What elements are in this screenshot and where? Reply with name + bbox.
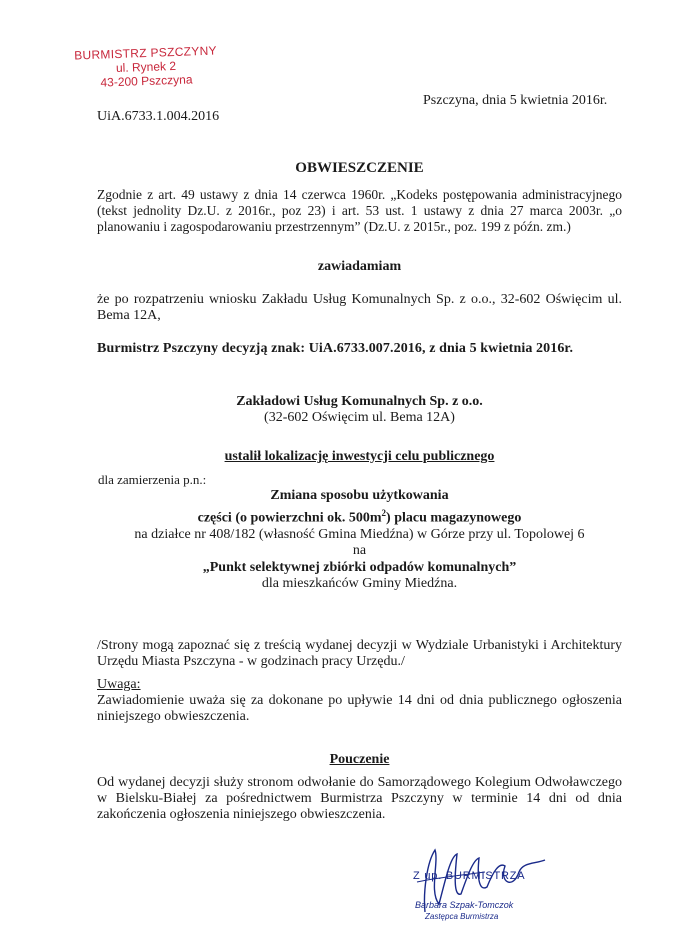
stamp-line-office: BURMISTRZ PSZCZYNY	[73, 43, 218, 63]
stamp-line-city: 43-200 Pszczyna	[100, 72, 193, 90]
signature-area	[395, 842, 565, 922]
handwritten-signature	[395, 842, 565, 922]
parties-note: /Strony mogą zapoznać się z treścią wydanej decyzji w Wydziale Urbanistyki i Architektury Urzędu Miasta Pszczyna - w godzinach pracy Urzędu./	[97, 638, 622, 669]
project-line-2-b: ) placu magazynowego	[386, 510, 522, 526]
instruction-text: Od wydanej decyzji służy stronom odwołanie do Samorządowego Kolegium Odwoławczego w Bielsku-Białej za pośrednictwem Burmistrza Pszczyny w terminie 14 dni od dnia zakończenia ogłoszenia niniejszego obwieszczenia.	[97, 775, 622, 822]
project-line-2-a: części (o powierzchni ok. 500m	[197, 510, 382, 526]
project-line-4: na	[352, 543, 367, 559]
decision-line: Burmistrz Pszczyny decyzją znak: UiA.6733.007.2016, z dnia 5 kwietnia 2016r.	[97, 341, 574, 356]
instruction-heading: Pouczenie	[329, 752, 390, 767]
place-date: Pszczyna, dnia 5 kwietnia 2016r.	[423, 93, 608, 108]
application-paragraph: że po rozpatrzeniu wniosku Zakładu Usług Komunalnych Sp. z o.o., 32-602 Oświęcim ul. Bema 12A,	[97, 292, 622, 323]
legal-basis-paragraph: Zgodnie z art. 49 ustawy z dnia 14 czerwca 1960r. „Kodeks postępowania administracyjnego (tekst jednolity Dz.U. z 2016r., poz 23) i art. 53 ust. 1 ustawy z dnia 27 marca 2003r. „o planowaniu i zagospodarowaniu przestrzennym” (Dz.U. z 2015r., poz. 199 z późn. zm.)	[97, 187, 622, 234]
established-heading: ustalił lokalizację inwestycji celu publicznego	[224, 449, 495, 464]
remark-text: Zawiadomienie uważa się za dokonane po upływie 14 dni od dnia publicznego ogłoszenia niniejszego obwieszczenia.	[97, 693, 622, 724]
project-line-6: dla mieszkańców Gminy Miedźna.	[261, 576, 458, 592]
project-line-1: Zmiana sposobu użytkowania	[270, 488, 449, 503]
project-line-3: na działce nr 408/182 (własność Gmina Miedźna) w Górze przy ul. Topolowej 6	[134, 526, 585, 542]
signature-name: Barbara Szpak-Tomczok	[415, 900, 514, 910]
recipient-address: (32-602 Oświęcim ul. Bema 12A)	[264, 410, 455, 425]
project-intro: dla zamierzenia p.n.:	[98, 472, 207, 487]
remark-heading: Uwaga:	[97, 677, 141, 692]
project-line-2-sup: 2	[381, 507, 387, 518]
office-stamp	[65, 43, 226, 91]
project-line-2	[97, 505, 622, 527]
notify-heading: zawiadamiam	[317, 259, 402, 274]
signature-role: Zastępca Burmistrza	[425, 912, 499, 921]
page-title: OBWIESZCZENIE	[295, 160, 424, 176]
reference-number: UiA.6733.1.004.2016	[97, 109, 220, 124]
project-line-5: „Punkt selektywnej zbiórki odpadów komunalnych”	[202, 559, 517, 575]
signature-stamp-line: Z up. BURMISTRZA	[413, 870, 526, 882]
stamp-line-street: ul. Rynek 2	[115, 58, 177, 76]
recipient-name: Zakładowi Usług Komunalnych Sp. z o.o.	[236, 394, 483, 409]
project-block	[97, 488, 622, 593]
